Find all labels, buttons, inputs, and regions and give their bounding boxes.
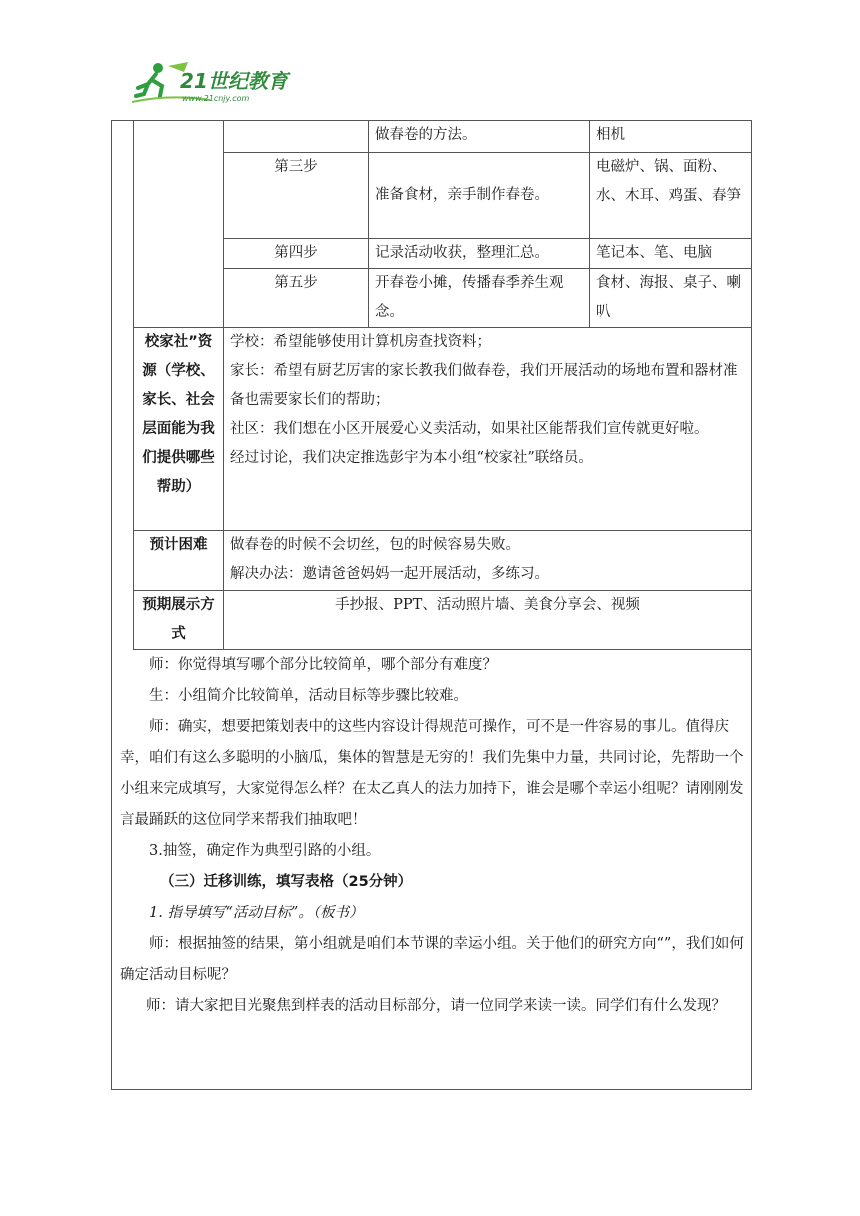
paragraph: 3.抽签，确定作为典型引路的小组。: [149, 843, 381, 859]
difficulty-problem: 做春卷的时候不会切丝，包的时候容易失败。: [230, 537, 520, 553]
table-row: [134, 121, 752, 153]
step-content: 开春卷小摊，传播春季养生观念。: [369, 269, 590, 328]
difficulty-label: 预计困难: [134, 531, 224, 591]
step-label: 第四步: [224, 239, 369, 269]
paragraph: 师：请大家把目光聚焦到样表的活动目标部分，请一位同学来读一读。同学们有什么发现？: [146, 998, 726, 1014]
logo-sub-text: www.21cnjy.com: [182, 94, 250, 103]
resources-community: 社区：我们想在小区开展爱心义卖活动，如果社区能帮我们宣传就更好啦。: [230, 421, 709, 437]
table-row: [134, 239, 752, 269]
step-materials: 笔记本、笔、电脑: [590, 239, 752, 269]
step-content: 做春卷的方法。: [369, 121, 590, 153]
resources-label: 校家社”资源（学校、家长、社会层面能为我们提供哪些帮助）: [134, 328, 224, 531]
site-logo: [130, 58, 310, 108]
paragraph: 师：你觉得填写哪个部分比较简单，哪个部分有难度？: [149, 657, 497, 673]
display-content: 手抄报、PPT、活动照片墙、美食分享会、视频: [224, 591, 752, 650]
resources-liaison: 经过讨论，我们决定推选彭宇为本小组“校家社”联络员。: [230, 450, 593, 466]
lesson-body: [120, 650, 750, 1022]
table-row: [134, 328, 752, 531]
table-row: [134, 591, 752, 650]
resources-parents: 家长：希望有厨艺厉害的家长教我们做春卷，我们开展活动的场地布置和器材准备也需要家长们的帮助；: [230, 363, 738, 408]
paragraph: 生：小组简介比较简单，活动目标等步骤比较难。: [149, 688, 468, 704]
paragraph: 师：根据抽签的结果，第小组就是咱们本节课的幸运小组。关于他们的研究方向“”，我们如何确定活动目标呢？: [120, 936, 744, 983]
step-content: 记录活动收获，整理汇总。: [369, 239, 590, 269]
step-materials: 电磁炉、锅、面粉、水、木耳、鸡蛋、春笋: [590, 153, 752, 239]
difficulty-solution: 解决办法：邀请爸爸妈妈一起开展活动，多练习。: [230, 566, 549, 582]
subsection-heading: 1. 指导填写“活动目标”。（板书）: [149, 905, 364, 921]
resources-school: 学校：希望能够使用计算机房查找资料；: [230, 334, 491, 350]
step-label: 第三步: [224, 153, 369, 239]
resources-content: [224, 328, 752, 531]
display-label: 预期展示方式: [134, 591, 224, 650]
paragraph: 师：确实，想要把策划表中的这些内容设计得规范可操作，可不是一件容易的事儿。值得庆幸，咱们有这么多聪明的小脑瓜，集体的智慧是无穷的！我们先集中力量，共同讨论，先帮助一个小组来完成填写，大家觉得怎么样？在太乙真人的法力加持下，谁会是哪个幸运小组呢？请刚刚发言最踊跃的这位同学来帮我们抽取吧！: [120, 719, 744, 828]
table-row: [134, 269, 752, 328]
table-row: [134, 531, 752, 591]
step-label: 第五步: [224, 269, 369, 328]
activity-plan-table: [133, 120, 752, 650]
step-materials: 食材、海报、桌子、喇叭: [590, 269, 752, 328]
difficulty-content: [224, 531, 752, 591]
step-materials: 相机: [590, 121, 752, 153]
step-content: 准备食材，亲手制作春卷。: [369, 153, 590, 239]
table-row: [134, 153, 752, 239]
logo-main-text: 21世纪教育: [180, 69, 288, 93]
section-heading: （三）迁移训练，填写表格（25分钟）: [160, 874, 413, 890]
